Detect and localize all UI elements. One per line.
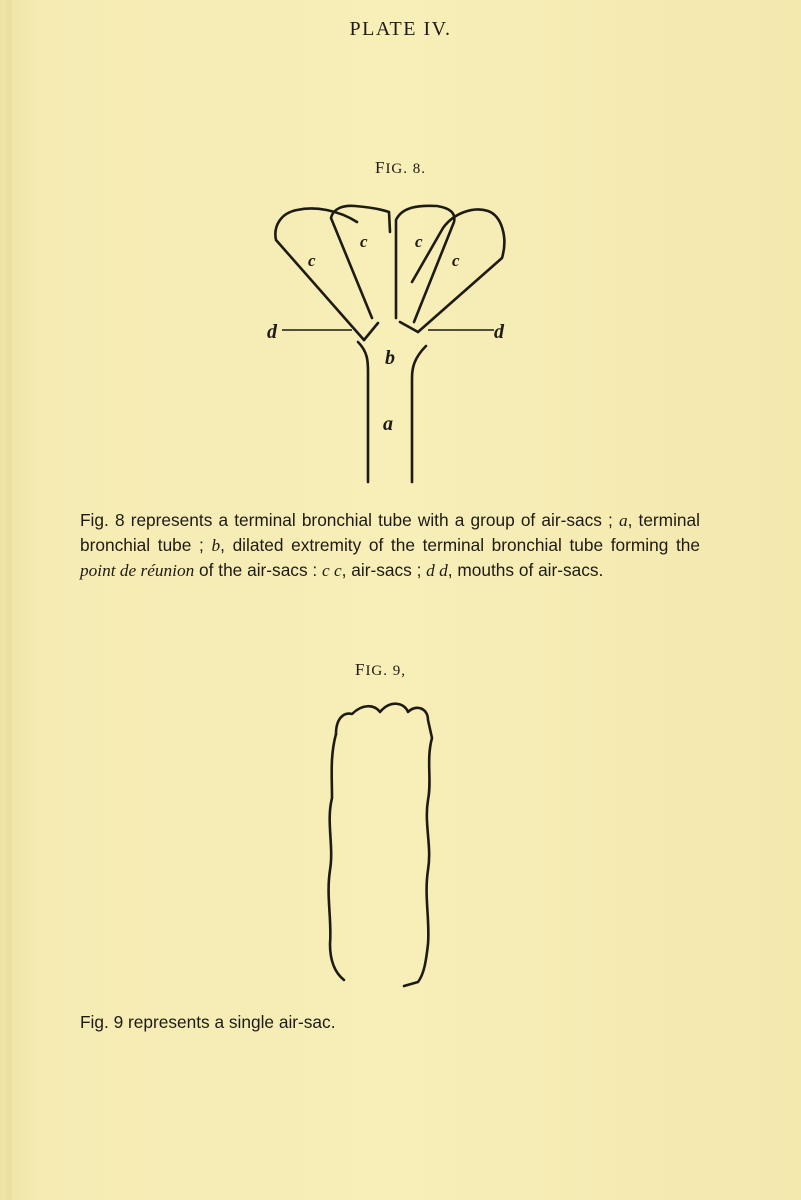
single-air-sac-left-wall (329, 734, 344, 980)
caption-8-text-1: Fig. 8 represents a terminal bronchial tube with a group of air-sacs ; (80, 510, 619, 530)
caption-8-text-2: , terminal bronchial tube ; (80, 510, 700, 555)
caption-8-phrase: point de réunion (80, 561, 195, 580)
label-d-right: d (494, 321, 504, 343)
figure-9-caption: Fig. 9 represents a single air-sac. (80, 1012, 336, 1032)
plate-title: PLATE IV. (349, 18, 452, 40)
label-c-3: c (415, 232, 423, 251)
label-c-4: c (452, 251, 460, 270)
caption-8-text-3: , dilated extremity of the terminal bronchial tube forming the (220, 535, 701, 555)
caption-8-letter-b: b (211, 536, 221, 555)
label-d-left: d (267, 321, 277, 343)
caption-8-letters-cc: c c (322, 561, 342, 580)
figure-8-label-rest: IG. 8. (385, 161, 427, 177)
caption-8-text-5: , air-sacs ; (341, 560, 427, 580)
figure-9-label-rest: IG. 9, (365, 663, 407, 679)
single-air-sac-outline (336, 704, 432, 986)
caption-8-letters-dd: d d (426, 561, 448, 580)
label-c-2: c (360, 232, 368, 251)
caption-8-letter-a: a (618, 511, 628, 530)
caption-8-text-6: , mouths of air-sacs. (447, 560, 604, 580)
figure-8-label-prefix: F (374, 158, 386, 177)
label-b: b (385, 347, 395, 369)
caption-8-text-4: of the air-sacs : (194, 560, 322, 580)
label-c-1: c (308, 251, 316, 270)
figure-9-label-prefix: F (354, 660, 366, 679)
label-a: a (383, 413, 393, 435)
